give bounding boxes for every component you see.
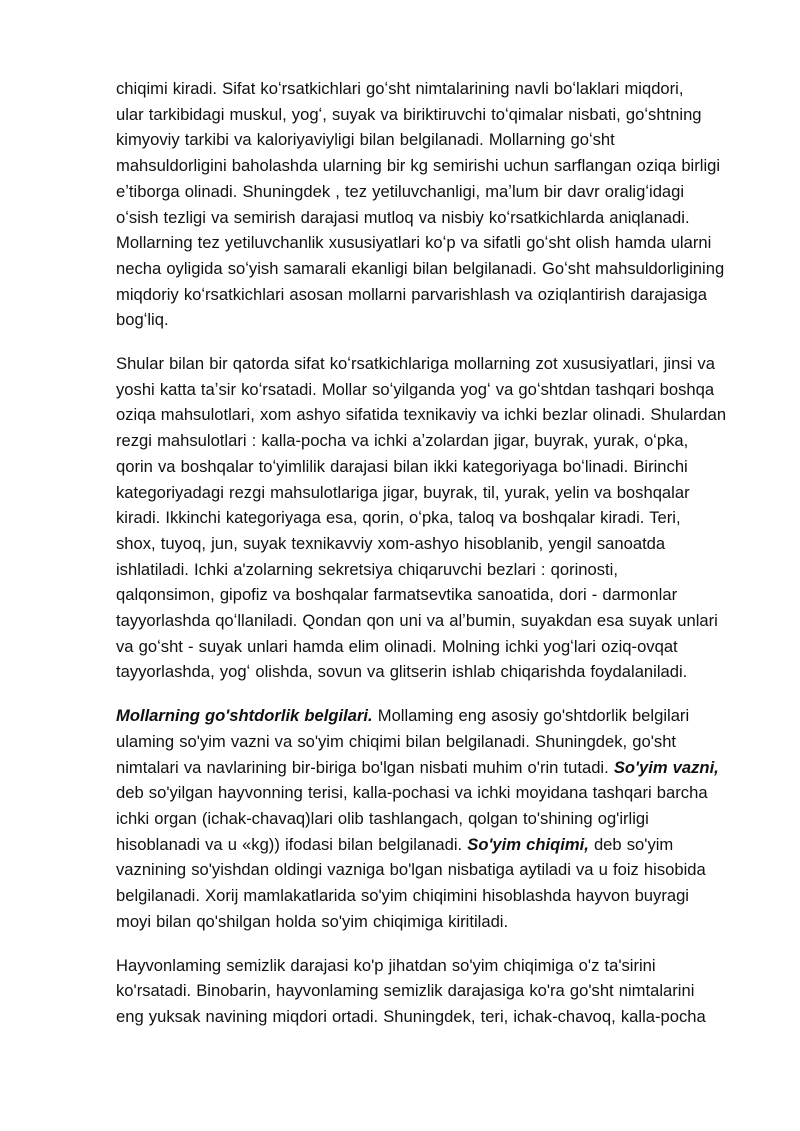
- paragraph-line: ichki organ (ichak-chavaq)lari olib tashlangach, qolgan to'shining og'irligi: [116, 808, 649, 828]
- section-heading: Mollarning go'shtdorlik belgilari.: [116, 706, 373, 726]
- text-run: Mollaming eng asosiy go'shtdorlik belgilari: [372, 706, 690, 726]
- paragraph-line: tayyorlashda, yogʻ olishda, sovun va glitserin ishlab chiqarishda foydalaniladi.: [116, 662, 688, 682]
- term-slaughter-weight: So'yim vazni,: [613, 757, 719, 777]
- paragraph-line: oziqa mahsulotlari, xom ashyo sifatida texnikaviy va ichki bezlar olinadi. Shulardan: [116, 405, 727, 425]
- paragraph-3: [116, 703, 730, 934]
- paragraph-line: yoshi katta taʼsir koʻrsatadi. Mollar soʻyilganda yogʻ va goʻshtdan tashqari boshqa: [116, 379, 715, 399]
- paragraph-line: [116, 755, 730, 781]
- text-run: deb so'yim: [588, 834, 674, 854]
- paragraph-line: ko'rsatadi. Binobarin, hayvonlaming semizlik darajasiga ko'ra go'sht nimtalarini: [116, 981, 695, 1001]
- paragraph-line: bogʻliq.: [116, 310, 169, 330]
- paragraph-line: tayyorlashda qoʻllaniladi. Qondan qon uni va alʼbumin, suyakdan esa suyak unlari: [116, 611, 718, 631]
- paragraph-line: eʼtiborga olinadi. Shuningdek , tez yetiluvchanligi, maʼlum bir davr oraligʻidagi: [116, 181, 685, 201]
- paragraph-4: [116, 953, 730, 1030]
- paragraph-line: [116, 703, 730, 729]
- paragraph-line: oʻsish tezligi va semirish darajasi mutloq va nisbiy koʻrsatkichlarda aniqlanadi.: [116, 207, 690, 227]
- paragraph-line: kimyoviy tarkibi va kaloriyaviyligi bilan belgilanadi. Mollarning goʻsht: [116, 130, 615, 150]
- paragraph-line: moyi bilan qo'shilgan holda so'yim chiqimiga kiritiladi.: [116, 911, 509, 931]
- paragraph-line: miqdoriy koʻrsatkichlari asosan mollarni parvarishlash va oziqlantirish darajasiga: [116, 284, 707, 304]
- paragraph-line: ulaming so'yim vazni va so'yim chiqimi bilan belgilanadi. Shuningdek, go'sht: [116, 731, 677, 751]
- paragraph-line: Hayvonlaming semizlik darajasi ko'p jihatdan so'yim chiqimiga o'z ta'sirini: [116, 955, 656, 975]
- paragraph-line: va goʻsht - suyak unlari hamda elim olinadi. Molning ichki yogʻlari oziq-ovqat: [116, 636, 678, 656]
- paragraph-1: [116, 76, 730, 333]
- paragraph-line: kiradi. Ikkinchi kategoriyaga esa, qorin, oʻpka, taloq va boshqalar kiradi. Teri,: [116, 508, 681, 528]
- paragraph-line: mahsuldorligini baholashda ularning bir kg semirishi uchun sarflangan oziqa birligi: [116, 156, 721, 176]
- paragraph-line: ishlatiladi. Ichki a'zolarning sekretsiya chiqaruvchi bezlari : qorinosti,: [116, 559, 618, 579]
- paragraph-2: [116, 351, 730, 685]
- paragraph-line: eng yuksak navining miqdori ortadi. Shuningdek, teri, ichak-chavoq, kalla-pocha: [116, 1006, 706, 1026]
- paragraph-line: ular tarkibidagi muskul, yogʻ, suyak va biriktiruvchi toʻqimalar nisbati, goʻshtning: [116, 104, 702, 124]
- paragraph-line: necha oyligida soʻyish samarali ekanligi bilan belgilanadi. Goʻsht mahsuldorligining: [116, 258, 725, 278]
- paragraph-line: belgilanadi. Xorij mamlakatlarida so'yim chiqimini hisoblashda hayvon buyragi: [116, 886, 689, 906]
- paragraph-line: chiqimi kiradi. Sifat koʻrsatkichlari goʻsht nimtalarining navli boʻlaklari miqdori,: [116, 79, 684, 98]
- text-run: hisoblanadi va u «kg)) ifodasi bilan belgilanadi.: [116, 834, 468, 854]
- text-run: nimtalari va navlarining bir-biriga bo'lgan nisbati muhim o'rin tutadi.: [116, 757, 614, 777]
- paragraph-line: deb so'yilgan hayvonning terisi, kalla-pochasi va ichki moyidana tashqari barcha: [116, 783, 708, 803]
- paragraph-line: qorin va boshqalar toʻyimlilik darajasi bilan ikki kategoriyaga boʻlinadi. Birinchi: [116, 456, 688, 476]
- term-slaughter-yield: So'yim chiqimi,: [467, 834, 589, 854]
- paragraph-line: rezgi mahsulotlari : kalla-pocha va ichki aʼzolardan jigar, buyrak, yurak, oʻpka,: [116, 431, 689, 451]
- paragraph-line: [116, 832, 730, 858]
- paragraph-line: kategoriyadagi rezgi mahsulotlariga jigar, buyrak, til, yurak, yelin va boshqalar: [116, 482, 690, 502]
- paragraph-line: Shular bilan bir qatorda sifat koʻrsatkichlariga mollarning zot xususiyatlari, jinsi va: [116, 354, 715, 374]
- paragraph-line: qalqonsimon, gipofiz va boshqalar farmatsevtika sanoatida, dori - darmonlar: [116, 585, 678, 605]
- paragraph-line: vaznining so'yishdan oldingi vazniga bo'lgan nisbatiga aytiladi va u foiz hisobida: [116, 860, 706, 880]
- paragraph-line: shox, tuyoq, jun, suyak texnikavviy xom-ashyo hisoblanib, yengil sanoatda: [116, 533, 666, 553]
- paragraph-line: Mollarning tez yetiluvchanlik xususiyatlari koʻp va sifatli goʻsht olish hamda ularni: [116, 233, 712, 253]
